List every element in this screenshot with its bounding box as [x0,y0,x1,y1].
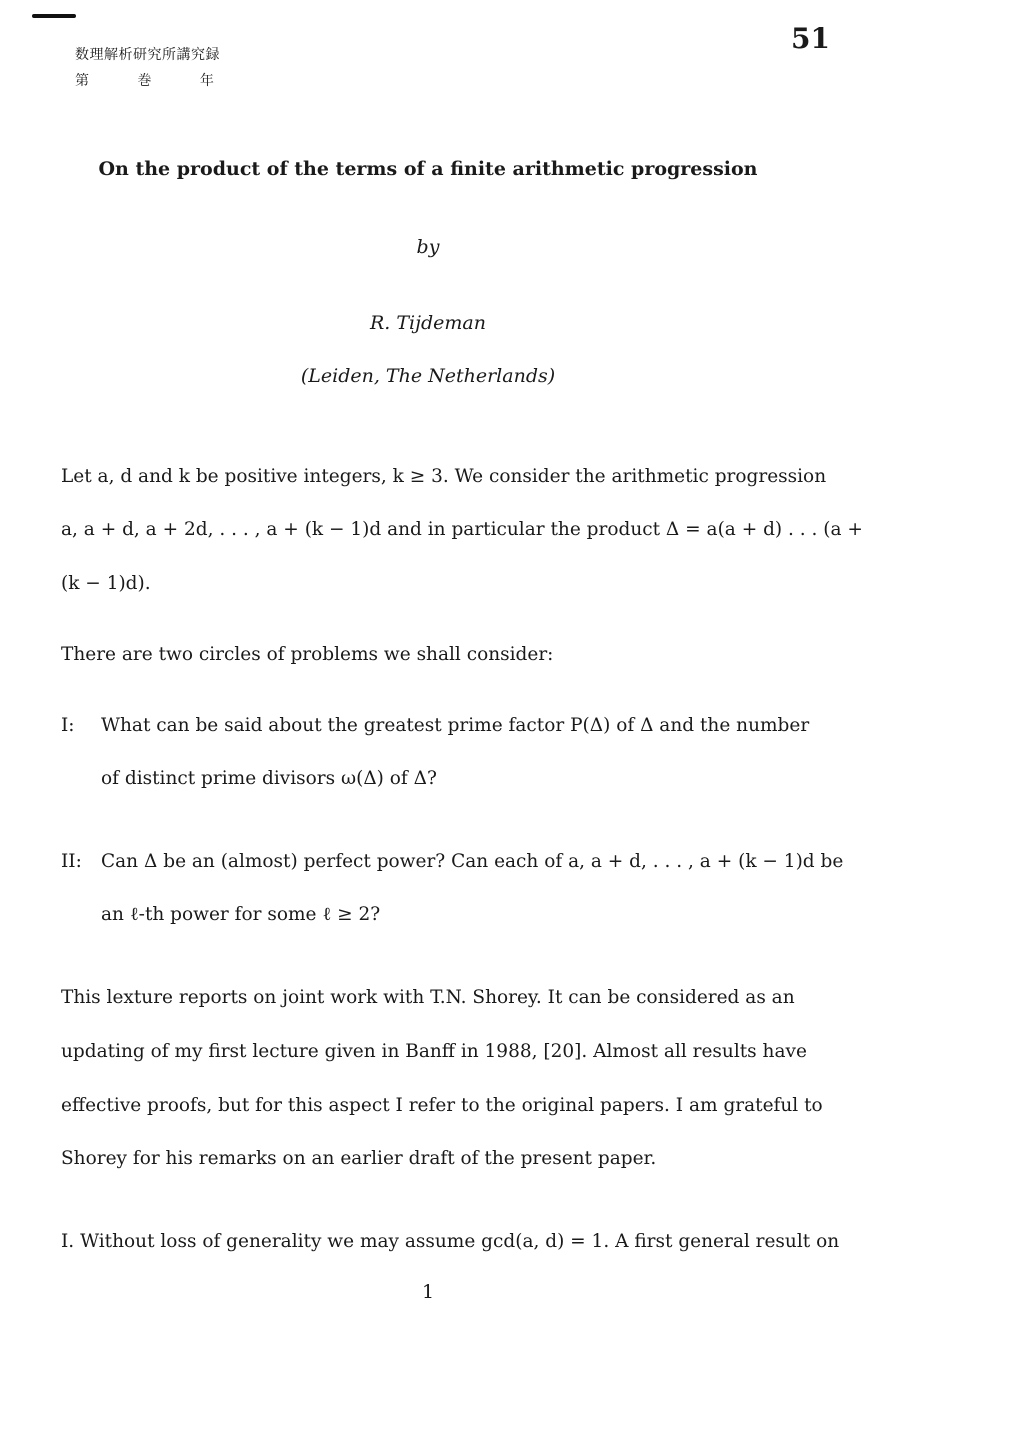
problem-1-line-2: of distinct prime divisors ω(Δ) of Δ? [101,768,437,789]
intro-line-1: Let a, d and k be positive integers, k ≥ 3. We consider the arithmetic progression [61,466,827,487]
footer-page-number: 1 [421,1281,435,1303]
report-line-3: effective proofs, but for this aspect I refer to the original papers. I am grateful to [61,1095,823,1116]
journal-series: 数理解析研究所講究録 [75,47,220,63]
problem-1-text: What can be said about the greatest prime factor P(Δ) of Δ and the number [101,715,810,736]
problem-1-label: I: [61,715,75,736]
issue-label-year: 年 [199,73,214,89]
journal-issue-labels [75,70,258,90]
author-affiliation: (Leiden, The Netherlands) [300,365,556,387]
section-one-start: I. Without loss of generality we may assume gcd(a, d) = 1. A first general result on [61,1231,840,1252]
byline: by [416,236,440,258]
report-line-2: updating of my first lecture given in Banff in 1988, [20]. Almost all results have [61,1041,807,1062]
page-number: 51 [791,22,830,55]
problem-2-line-1 [61,851,844,872]
author-name: R. Tijdeman [369,312,486,334]
problem-2-text: Can Δ be an (almost) perfect power? Can each of a, a + d, . . . , a + (k − 1)d be [101,851,844,872]
intro-line-2: a, a + d, a + 2d, . . . , a + (k − 1)d and in particular the product Δ = a(a + d) . . . (a + [61,519,863,540]
issue-label-volume: 巻 [137,73,152,89]
intro-line-3: (k − 1)d). [61,573,151,594]
problem-2-line-2: an ℓ-th power for some ℓ ≥ 2? [101,904,381,925]
report-line-1: This lexture reports on joint work with T.N. Shorey. It can be considered as an [61,987,795,1008]
report-line-4: Shorey for his remarks on an earlier draft of the present paper. [61,1148,657,1169]
issue-label-number: 第 [75,73,89,89]
problem-2-label: II: [61,851,82,872]
problem-1-line-1 [61,715,810,736]
paper-title: On the product of the terms of a finite arithmetic progression [98,158,758,180]
problems-intro: There are two circles of problems we shall consider: [61,644,554,665]
scan-corner-mark [32,14,76,18]
